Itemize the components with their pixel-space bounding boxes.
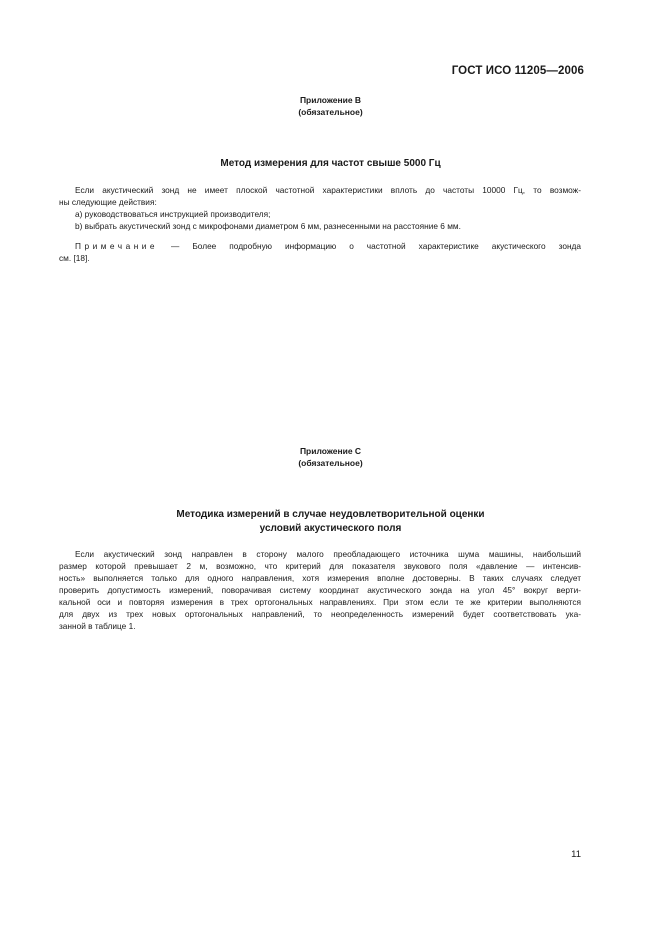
appendix-c-body [59, 548, 581, 632]
note-prefix: Примечание [75, 241, 159, 251]
appendix-c-title [0, 508, 661, 536]
document-code-header: ГОСТ ИСО 11205—2006 [451, 65, 584, 77]
appendix-c-title-line1: Методика измерений в случае неудовлетворительной оценки [176, 509, 485, 520]
appendix-c-title-line2: условий акустического поля [259, 523, 402, 534]
appendix-b-status: (обязательное) [298, 107, 363, 117]
appendix-c-line6: для двух из трех новых ортогональных направлений, то неопределенность измерений будет соответствовать ука- [59, 609, 581, 619]
appendix-c-line3: ность» выполняется только для одного направления, хотя измерения вполне достоверны. В таких случаях следует [59, 573, 581, 583]
appendix-c-line4: проверить допустимость измерений, поворачивая систему координат акустического зонда на угол 45° вокруг верти- [59, 585, 581, 595]
appendix-c-line5: кальной оси и повторяя измерения в трех ортогональных направлениях. При этом если те же критерии выполняются [59, 597, 581, 607]
appendix-b-body [59, 184, 581, 232]
appendix-c-line2: размер которой превышает 2 м, возможно, что критерий для показателя звукового поля «давление — интенсив- [59, 561, 581, 571]
appendix-b-intro-line2: ны следующие действия: [59, 197, 157, 207]
appendix-b-list-item-a: a) руководствоваться инструкцией производителя; [75, 209, 271, 219]
note-text: — Более подробную информацию о частотной характеристике акустического зонда [171, 241, 582, 251]
appendix-b-intro-line1: Если акустический зонд не имеет плоской частотной характеристики вплоть до частоты 10000 Гц, то возмож- [75, 185, 581, 195]
appendix-b-title [0, 157, 661, 171]
appendix-c-label: Приложение С [299, 446, 362, 456]
appendix-b-list-item-b: b) выбрать акустический зонд с микрофонами диаметром 6 мм, разнесенными на расстояние 6 мм. [75, 221, 461, 231]
appendix-b-note [59, 240, 581, 264]
appendix-b-heading [0, 94, 661, 118]
appendix-c-status: (обязательное) [298, 458, 363, 468]
appendix-b-note-line2: см. [18]. [59, 253, 90, 263]
appendix-c-line1: Если акустический зонд направлен в сторону малого преобладающего источника шума машины, наибольший [75, 549, 581, 559]
appendix-b-title-text: Метод измерения для частот свыше 5000 Гц [220, 158, 441, 169]
appendix-c-heading [0, 445, 661, 469]
appendix-b-note-line1 [59, 240, 581, 252]
page-number: 11 [571, 849, 581, 860]
appendix-c-line7: занной в таблице 1. [59, 621, 136, 631]
appendix-b-label: Приложение В [299, 95, 362, 105]
